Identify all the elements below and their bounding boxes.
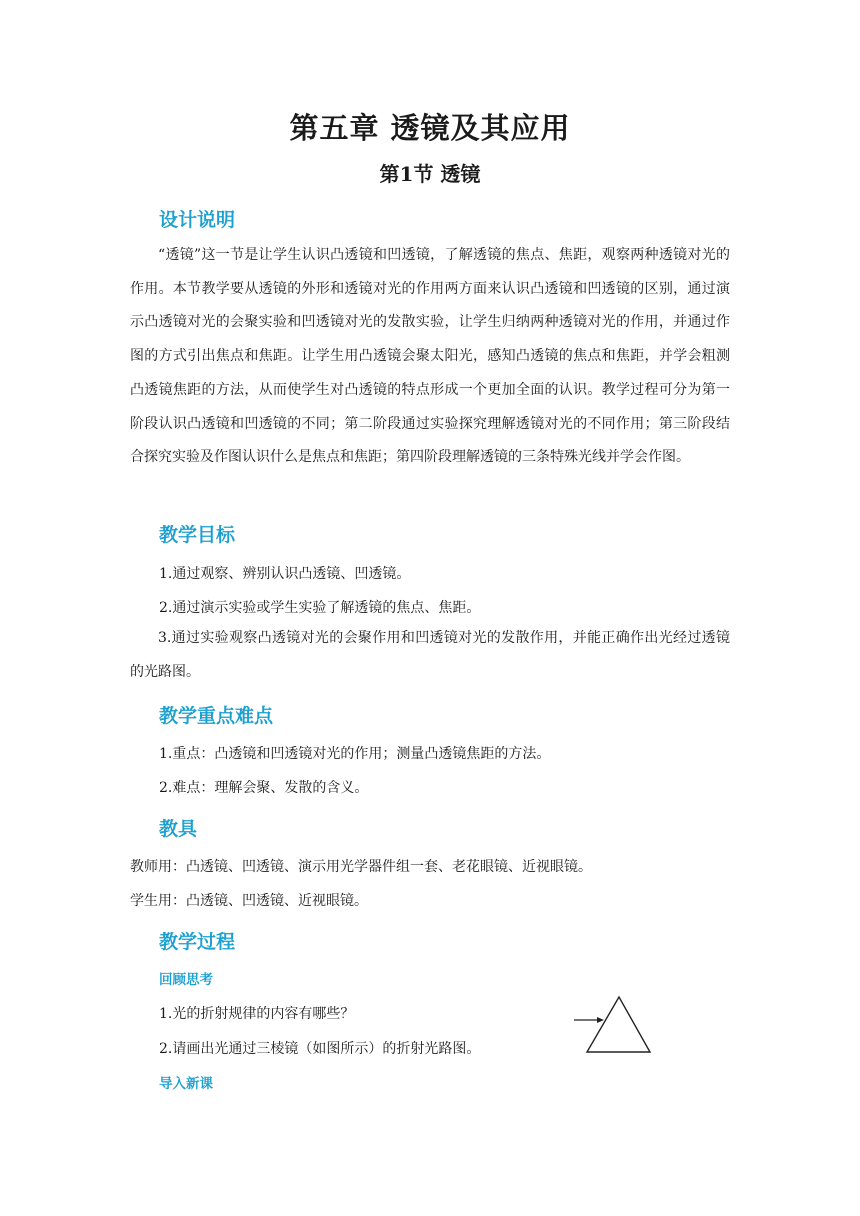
key-point-item-1: 1.重点：凸透镜和凹透镜对光的作用；测量凸透镜焦距的方法。 [159,746,551,762]
prism-diagram [572,994,656,1058]
equipment-student: 学生用：凸透镜、凹透镜、近视眼镜。 [130,893,368,909]
objective-item-1: 1.通过观察、辨别认识凸透镜、凹透镜。 [159,566,411,582]
intro-heading: 导入新课 [159,1076,213,1092]
key-point-item-2: 2.难点：理解会聚、发散的含义。 [159,780,369,796]
prism-triangle [587,997,650,1052]
process-heading: 教学过程 [159,931,236,953]
review-heading: 回顾思考 [159,972,213,988]
review-item-2: 2.请画出光通过三棱镜（如图所示）的折射光路图。 [159,1041,481,1057]
objective-item-2: 2.通过演示实验或学生实验了解透镜的焦点、焦距。 [159,600,481,616]
arrow-head-icon [597,1017,604,1023]
equipment-teacher: 教师用：凸透镜、凹透镜、演示用光学器件组一套、老花眼镜、近视眼镜。 [130,859,592,875]
equipment-heading: 教具 [159,818,198,840]
review-item-1: 1.光的折射规律的内容有哪些？ [159,1006,355,1022]
objective-item-3: 3.通过实验观察凸透镜对光的会聚作用和凹透镜对光的发散作用，并能正确作出光经过透镜的光路图。 [130,630,730,680]
key-points-heading: 教学重点难点 [159,705,274,727]
design-heading: 设计说明 [159,209,236,231]
chapter-title: 第五章 透镜及其应用 [289,111,571,145]
section-title: 第1节 透镜 [379,162,481,186]
objectives-heading: 教学目标 [159,524,236,546]
design-paragraph: “透镜”这一节是让学生认识凸透镜和凹透镜，了解透镜的焦点、焦距，观察两种透镜对光的作用。本节教学要从透镜的外形和透镜对光的作用两方面来认识凸透镜和凹透镜的区别，通过演示凸透镜对光的会聚实验和凹透镜对光的发散实验，让学生归纳两种透镜对光的作用，并通过作图的方式引出焦点和焦距。让学生用凸透镜会聚太阳光，感知凸透镜的焦点和焦距，并学会粗测凸透镜焦距的方法，从而使学生对凸透镜的特点形成一个更加全面的认识。教学过程可分为第一阶段认识凸透镜和凹透镜的不同；第二阶段通过实验探究理解透镜对光的不同作用；第三阶段结合探究实验及作图认识什么是焦点和焦距；第四阶段理解透镜的三条特殊光线并学会作图。 [130,247,730,466]
